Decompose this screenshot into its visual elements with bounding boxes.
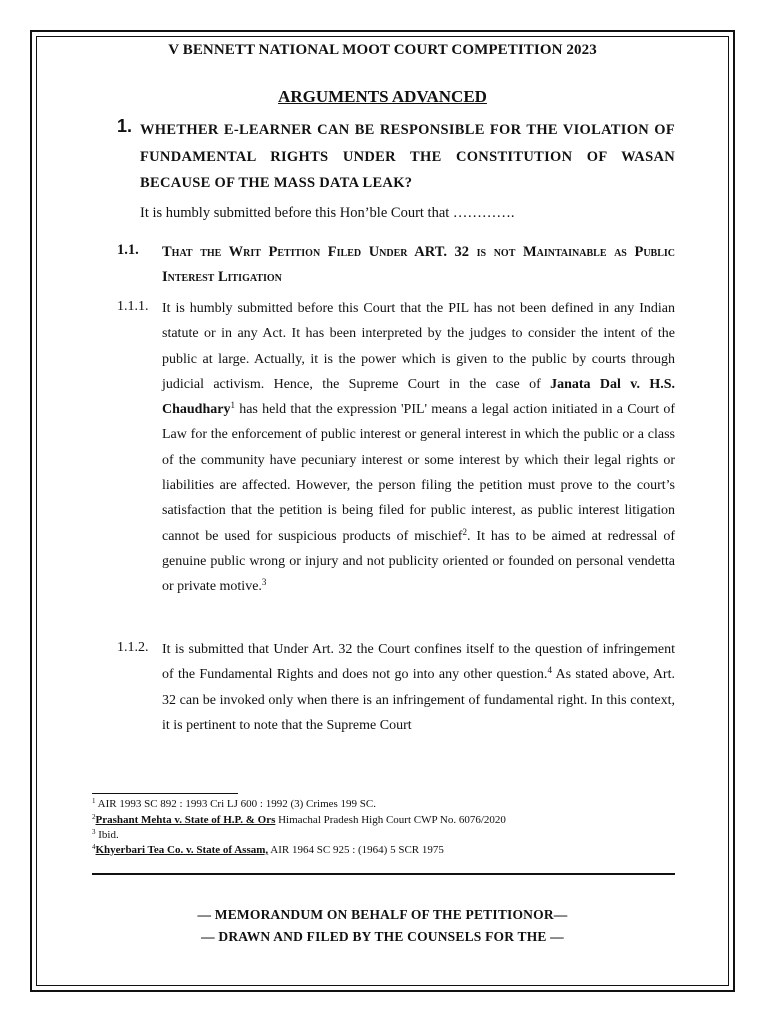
- paragraph-body: [162, 637, 675, 738]
- footnote-citation: Ibid.: [95, 829, 119, 841]
- section-title: ARGUMENTS ADVANCED: [278, 87, 487, 106]
- case-name: Janata Dal v. H.S. Chaudhary: [162, 376, 675, 418]
- footnote-mark: 2: [92, 813, 96, 821]
- footnote-ref: 1: [230, 400, 235, 411]
- footnote-citation: Himachal Pradesh High Court CWP No. 6076/2020: [275, 814, 506, 826]
- footnote-mark: 4: [92, 843, 96, 851]
- footnote-mark: 3: [92, 828, 96, 836]
- footnote-ref: 2: [462, 526, 467, 537]
- footer-counsel: — DRAWN AND FILED BY THE COUNSELS FOR THE —: [201, 929, 564, 944]
- issue-number: 1.: [117, 116, 133, 136]
- footnote-citation: AIR 1993 SC 892 : 1993 Cri LJ 600 : 1992 (3) Crimes 199 SC.: [95, 798, 377, 810]
- footnote-item: [92, 829, 119, 841]
- paragraph-text: It is humbly submitted before this Court that the PIL has not been defined in any Indian statute or in any Act. It has been interpreted by the judges to consider the intent of the public at large. Actually, it is the power which is given to the public by courts through judicial activism. Hence, the Supreme Court in the case of: [162, 301, 675, 392]
- footnote-separator: [92, 793, 238, 794]
- footnote-case-name: Prashant Mehta v. State of H.P. & Ors: [95, 814, 276, 826]
- footnote-ref: 4: [547, 665, 552, 676]
- submission-intro: It is humbly submitted before this Hon’ble Court that ………….: [140, 205, 515, 221]
- footer-rule: [92, 873, 675, 875]
- footnote-ref: 3: [261, 577, 267, 588]
- paragraph-text: As stated above, Art. 32 can be invoked only when there is an infringement of fundamental right. In this context, it is pertinent to note that the Supreme Court: [162, 667, 675, 733]
- paragraph-text: . It has to be aimed at redressal of genuine public wrong or injury and not publicity oriented or founded on personal vendetta or private motive.: [162, 528, 675, 595]
- competition-header: V BENNETT NATIONAL MOOT COURT COMPETITION 2023: [168, 42, 597, 58]
- footnote-item: [92, 798, 376, 810]
- paragraph-text: has held that the expression 'PIL' means a legal action initiated in a Court of Law for the enforcement of public interest or general interest in which the public or a class of the community have pecuniary interest or some interest by which their legal rights or liabilities are affected. However, the person filing the petition must prove to the court’s satisfaction that the petition is being filed for public interest, as public interest litigation cannot be used for suspicious products of mischief: [162, 402, 675, 544]
- paragraph-body: [162, 296, 675, 600]
- footnote-item: [92, 844, 444, 856]
- sub-issue-number: 1.1.: [117, 242, 139, 258]
- paragraph-number: 1.1.2.: [117, 640, 149, 655]
- sub-issue-heading: That the Writ Petition Filed Under ART. 32 is not Maintainable as Public Interest Litigation: [162, 244, 675, 285]
- paragraph-text: It is submitted that Under Art. 32 the Court confines itself to the question of infringement of the Fundamental Rights and does not go into any other question.: [162, 642, 675, 683]
- paragraph-number: 1.1.1.: [117, 299, 149, 314]
- issue-heading: WHETHER E-LEARNER CAN BE RESPONSIBLE FOR THE VIOLATION OF FUNDAMENTAL RIGHTS UNDER THE CONSTITUTION OF WASAN BECAUSE OF THE MASS DATA LEAK?: [140, 122, 675, 191]
- footer-memorandum: — MEMORANDUM ON BEHALF OF THE PETITIONOR—: [197, 907, 568, 922]
- footnote-citation: AIR 1964 SC 925 : (1964) 5 SCR 1975: [268, 844, 444, 856]
- footnote-case-name: Khyerbari Tea Co. v. State of Assam,: [95, 844, 269, 856]
- footnote-mark: 1: [92, 797, 96, 805]
- footnote-item: [92, 814, 506, 826]
